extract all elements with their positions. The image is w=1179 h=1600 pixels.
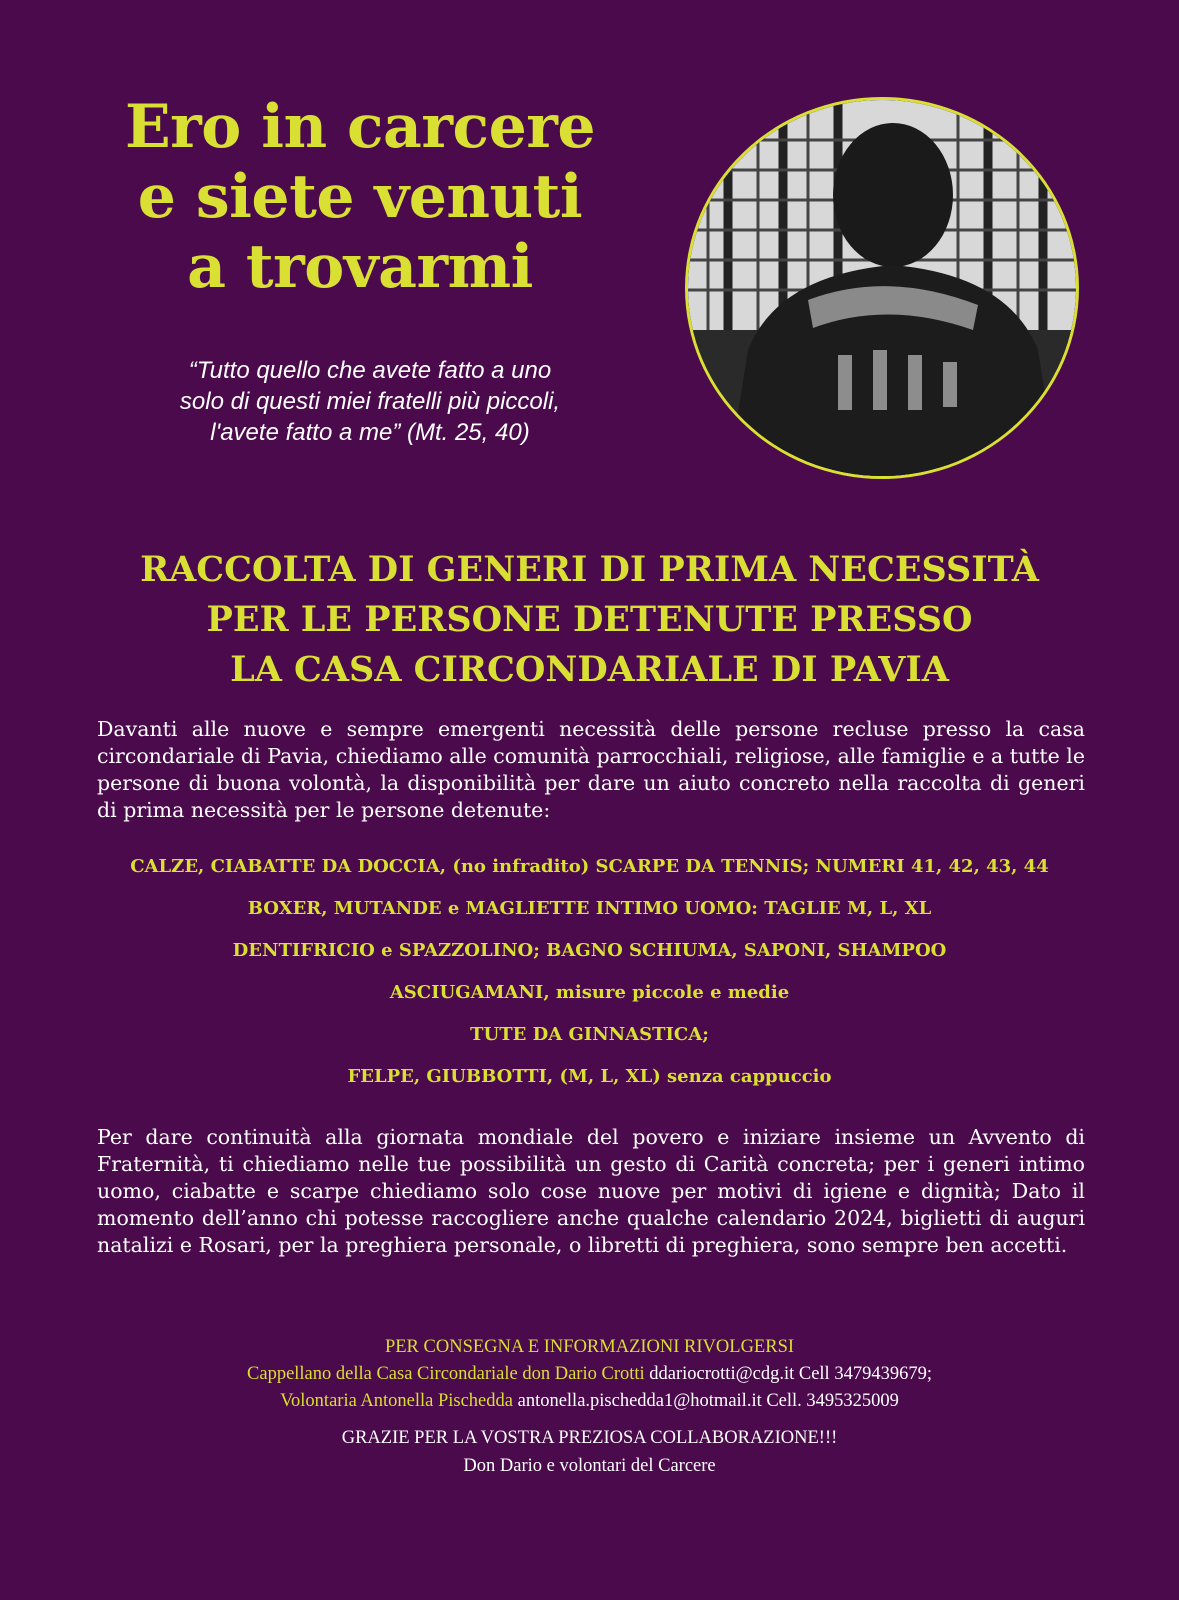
section-title-line-1: RACCOLTA DI GENERI DI PRIMA NECESSITÀ	[140, 549, 1039, 590]
prisoner-photo	[685, 97, 1079, 479]
list-item: DENTIFRICIO e SPAZZOLINO; BAGNO SCHIUMA, SAPONI, SHAMPOO	[232, 940, 947, 961]
thanks-line: GRAZIE PER LA VOSTRA PREZIOSA COLLABORAZIONE!!!	[341, 1428, 838, 1448]
list-item: BOXER, MUTANDE e MAGLIETTE INTIMO UOMO: TAGLIE M, L, XL	[247, 898, 932, 919]
headline-line-3: a trovarmi	[187, 232, 533, 302]
quote-line-3: l'avete fatto a me” (Mt. 25, 40)	[210, 419, 530, 446]
main-headline	[60, 92, 660, 302]
chaplain-role: Cappellano della Casa Circondariale don Dario Crotti	[247, 1364, 645, 1384]
closing-paragraph: Per dare continuità alla giornata mondiale del povero e iniziare insieme un Avvento di Fraternità, ti chiediamo nelle tue possibilità un gesto di Carità concreta; per i generi intimo uomo, ciabatte e scarpe chiediamo solo cose nuove per motivi di igiene e dignità; Dato il momento dell’anno chi potesse raccogliere anche qualche calendario 2024, biglietti di auguri natalizi e Rosari, per la preghiera personale, o libretti di preghiera, sono sempre ben accetti.	[97, 1125, 1085, 1257]
headline-line-2: e siete venuti	[137, 162, 583, 232]
intro-paragraph: Davanti alle nuove e sempre emergenti necessità delle persone recluse presso la casa circondariale di Pavia, chiediamo alle comunità parrocchiali, religiose, alle famiglie e a tutte le persone di buona volontà, la disponibilità per dare un aiuto concreto nella raccolta di generi di prima necessità per le persone detenute:	[97, 717, 1085, 822]
volunteer-details: antonella.pischedda1@hotmail.it Cell. 3495325009	[512, 1391, 899, 1411]
section-title	[60, 545, 1119, 695]
section-title-line-3: LA CASA CIRCONDARIALE DI PAVIA	[230, 649, 949, 690]
thanks-block	[60, 1424, 1119, 1480]
chaplain-details: ddariocrotti@cdg.it Cell 3479439679;	[644, 1364, 932, 1384]
contact-heading: PER CONSEGNA E INFORMAZIONI RIVOLGERSI	[384, 1337, 795, 1357]
signature-line: Don Dario e volontari del Carcere	[463, 1456, 716, 1476]
list-item: CALZE, CIABATTE DA DOCCIA, (no infradito) SCARPE DA TENNIS; NUMERI 41, 42, 43, 44	[130, 856, 1049, 877]
contact-block	[60, 1334, 1119, 1415]
bible-quote	[100, 355, 640, 448]
prisoner-behind-bars-icon	[688, 100, 1076, 476]
list-item: FELPE, GIUBBOTTI, (M, L, XL) senza cappuccio	[347, 1066, 832, 1087]
volunteer-role: Volontaria Antonella Pischedda	[280, 1391, 513, 1411]
quote-line-2: solo di questi miei fratelli più piccoli,	[179, 388, 561, 415]
volunteer-contact	[60, 1388, 1119, 1415]
headline-line-1: Ero in carcere	[124, 92, 596, 162]
list-item: ASCIUGAMANI, misure piccole e medie	[389, 982, 790, 1003]
quote-line-1: “Tutto quello che avete fatto a uno	[188, 357, 552, 384]
list-item: TUTE DA GINNASTICA;	[470, 1024, 709, 1045]
section-title-line-2: PER LE PERSONE DETENUTE PRESSO	[206, 599, 973, 640]
chaplain-contact	[60, 1361, 1119, 1388]
items-list	[60, 857, 1119, 1109]
